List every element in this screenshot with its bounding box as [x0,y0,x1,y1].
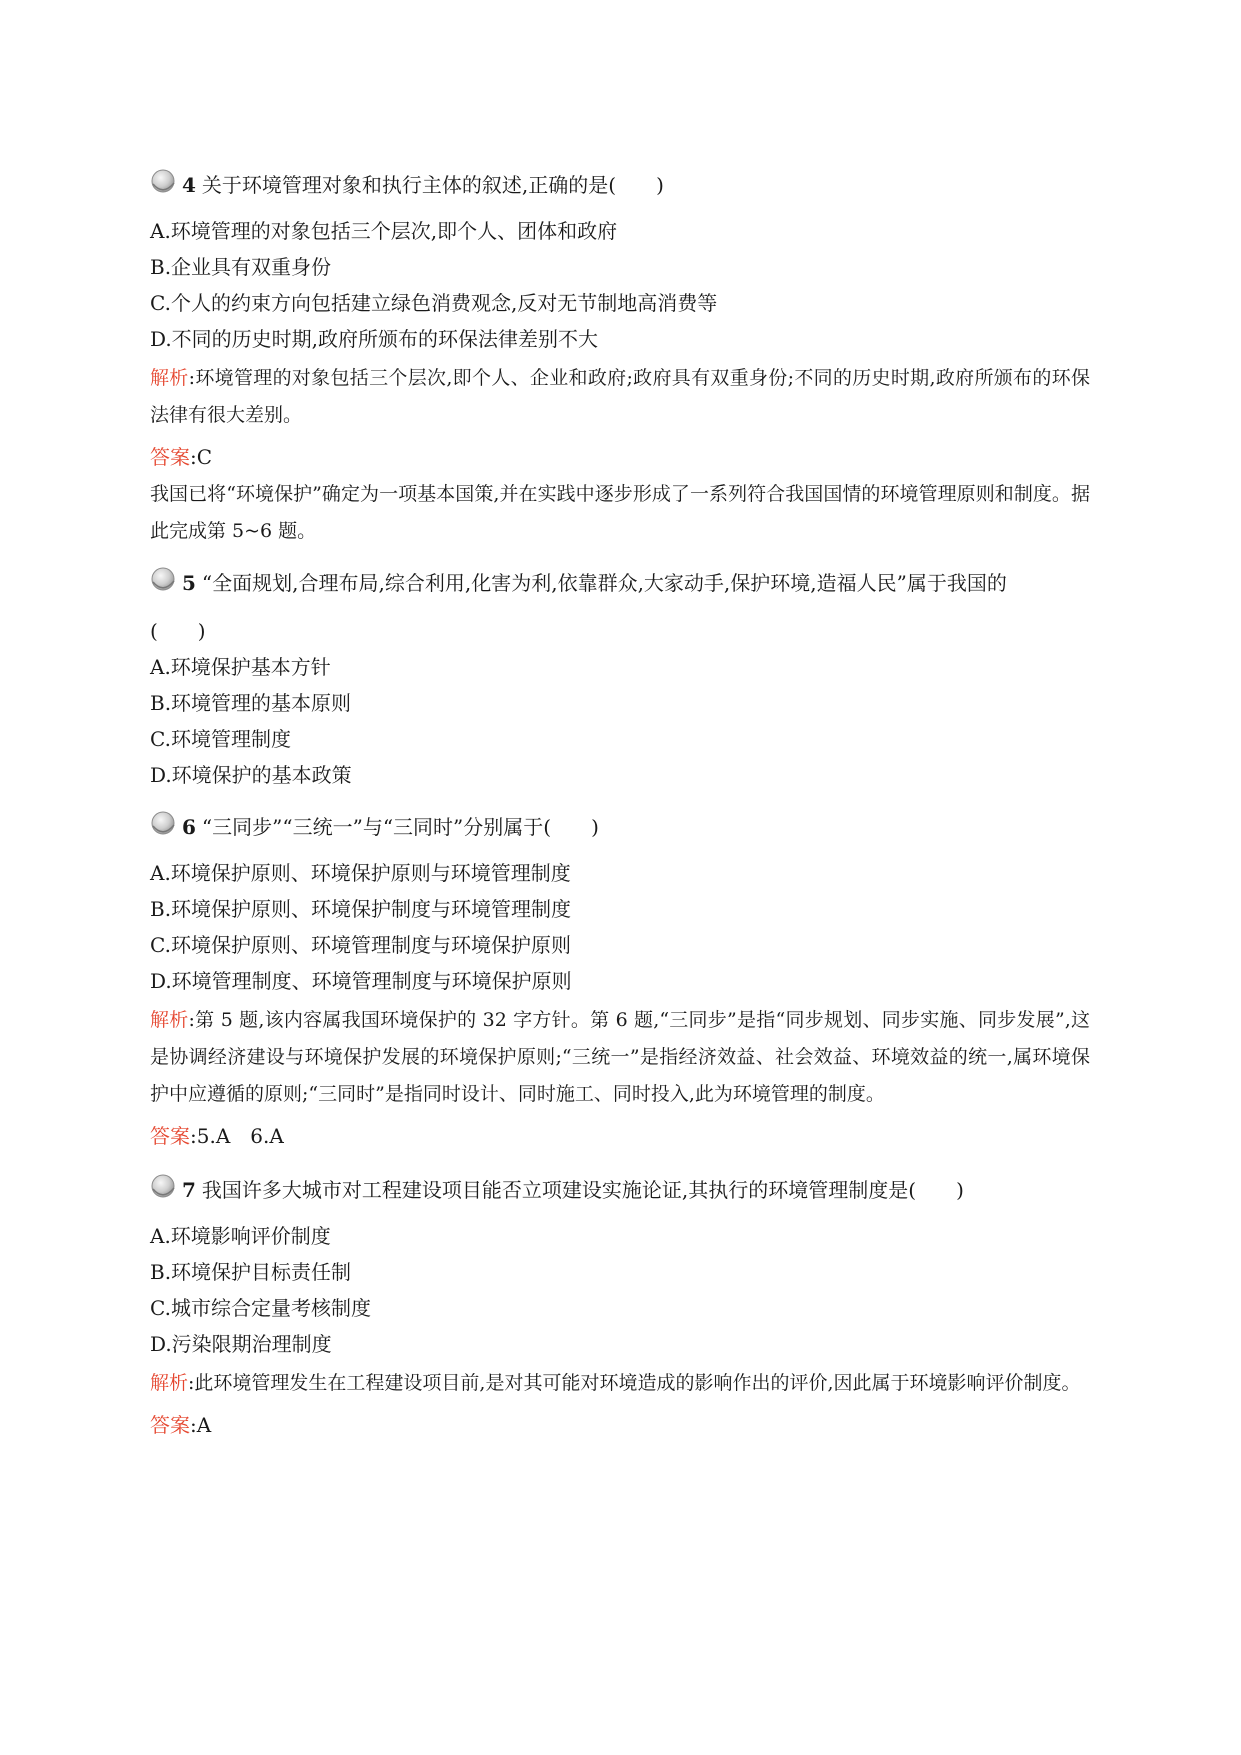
question-number: 6 [182,815,196,839]
answer [150,442,1090,472]
document-page [150,170,1090,1440]
question-marker-icon [150,810,176,836]
question-marker-icon [150,168,176,194]
question-text: 我国许多大城市对工程建设项目能否立项建设实施论证,其执行的环境管理制度是( ) [201,1178,964,1202]
question-number: 5 [182,571,196,595]
explanation-text: :此环境管理发生在工程建设项目前,是对其可能对环境造成的影响作出的评价,因此属于环境影响评价制度。 [188,1372,1081,1394]
question-text: 关于环境管理对象和执行主体的叙述,正确的是( ) [201,173,664,197]
answer [150,1410,1090,1440]
explanation-text: :第 5 题,该内容属我国环境保护的 32 字方针。第 6 题,“三同步”是指“同步规划、同步实施、同步发展”,这是协调经济建设与环境保护发展的环境保护原则;“三统一”是指经济效益、社会效益、环境效益的统一,属环境保护中应遵循的原则;“三同时”是指同时设计、同时施工、同时投入,此为环境管理的制度。 [150,1009,1090,1105]
option-a: A.环境管理的对象包括三个层次,即个人、团体和政府 [150,219,618,243]
option-d: D.环境保护的基本政策 [150,763,352,787]
option-a: A.环境影响评价制度 [150,1224,331,1248]
answer-text: :5.A 6.A [190,1124,284,1148]
question-marker-icon [150,566,176,592]
question-number: 7 [182,1178,196,1202]
option-a: A.环境保护基本方针 [150,655,331,679]
question-4-stem [150,170,1090,200]
option-c: C.环境管理制度 [150,727,291,751]
answer-label: 答案 [150,445,190,469]
explanation-label: 解析 [150,1009,189,1031]
explanation [150,1365,1090,1402]
question-number: 4 [182,173,196,197]
explanation-label: 解析 [150,367,189,389]
question-blank: ( ) [150,619,206,643]
option-c: C.环境保护原则、环境管理制度与环境保护原则 [150,933,571,957]
answer-label: 答案 [150,1413,190,1437]
option-d: D.不同的历史时期,政府所颁布的环保法律差别不大 [150,327,599,351]
answer [150,1121,1090,1151]
answer-text: :A [190,1413,212,1437]
option-b: B.环境保护原则、环境保护制度与环境管理制度 [150,897,572,921]
passage-intro: 我国已将“环境保护”确定为一项基本国策,并在实践中逐步形成了一系列符合我国国情的环境管理原则和制度。据此完成第 5~6 题。 [150,483,1090,542]
option-b: B.环境保护目标责任制 [150,1260,352,1284]
option-b: B.环境管理的基本原则 [150,691,352,715]
question-6-stem [150,812,1090,842]
explanation-label: 解析 [150,1372,189,1394]
option-d: D.污染限期治理制度 [150,1332,332,1356]
option-c: C.个人的约束方向包括建立绿色消费观念,反对无节制地高消费等 [150,291,718,315]
option-d: D.环境管理制度、环境管理制度与环境保护原则 [150,969,572,993]
answer-text: :C [190,445,213,469]
question-7-stem [150,1175,1090,1205]
question-text: “三同步”“三统一”与“三同时”分别属于( ) [201,815,599,839]
explanation [150,360,1090,434]
question-marker-icon [150,1173,176,1199]
question-text: “全面规划,合理布局,综合利用,化害为利,依靠群众,大家动手,保护环境,造福人民”属于我国的 [201,571,1007,595]
explanation-text: :环境管理的对象包括三个层次,即个人、企业和政府;政府具有双重身份;不同的历史时期,政府所颁布的环保法律有很大差别。 [150,367,1090,426]
question-5-stem [150,568,1090,598]
explanation [150,1002,1090,1113]
option-b: B.企业具有双重身份 [150,255,332,279]
answer-label: 答案 [150,1124,190,1148]
option-a: A.环境保护原则、环境保护原则与环境管理制度 [150,861,571,885]
option-c: C.城市综合定量考核制度 [150,1296,371,1320]
